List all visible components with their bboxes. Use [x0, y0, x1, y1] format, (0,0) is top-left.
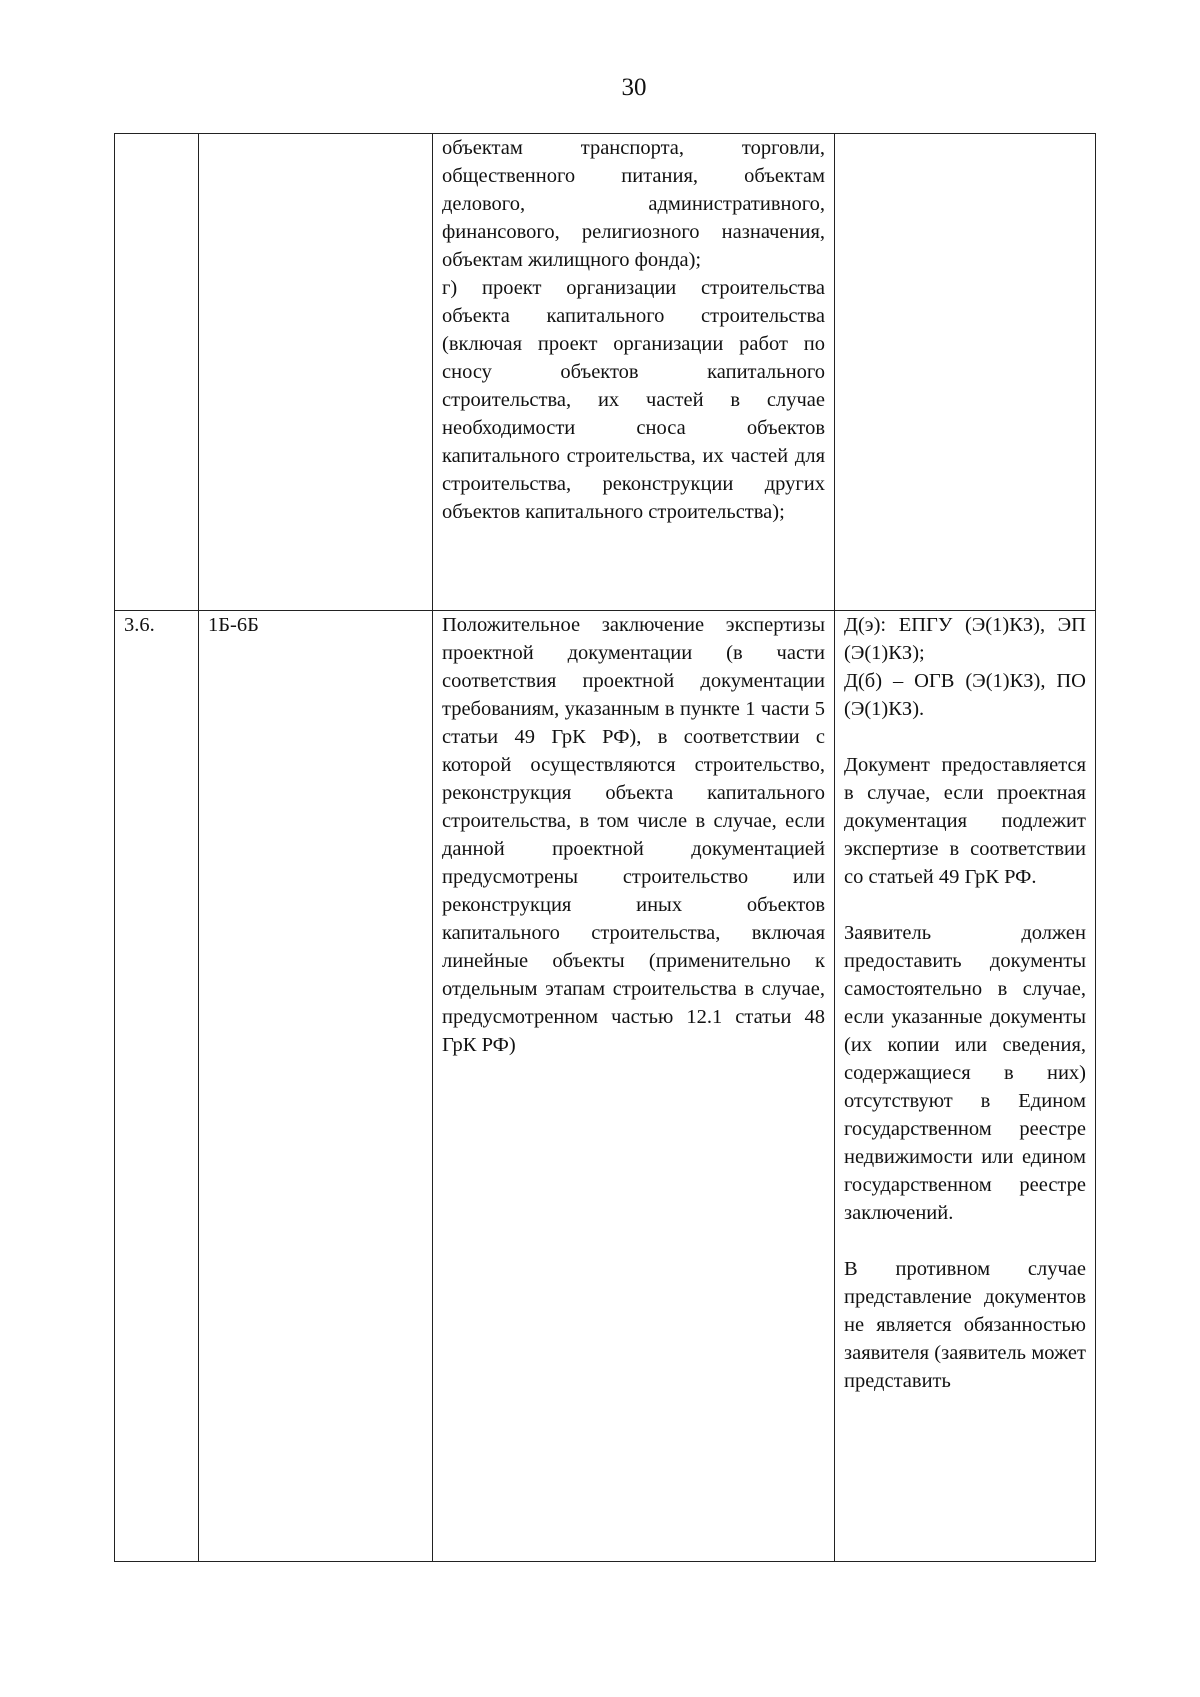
submission-method-electronic: Д(э): ЕПГУ (Э(1)КЗ), ЭП (Э(1)КЗ);	[844, 614, 1086, 664]
table-row	[115, 134, 1096, 611]
document-table	[114, 133, 1096, 1562]
otherwise-note: В противном случае представление документов не является обязанностью заявителя (заявитель может представить	[844, 1258, 1086, 1392]
table-row	[115, 611, 1096, 1562]
notes-cell	[835, 611, 1096, 1562]
description-cell	[433, 611, 835, 1562]
description-paragraph: объектам транспорта, торговли, общественного питания, объектам делового, административного, финансового, религиозного назначения, объектам жилищного фонда);	[442, 137, 825, 271]
row-code-cell: 1Б-6Б	[199, 611, 433, 1562]
row-number-cell	[115, 134, 199, 611]
applicant-note: Заявитель должен предоставить документы самостоятельно в случае, если указанные документы (их копии или сведения, содержащиеся в них) отсутствуют в Едином государственном реестре недвижимости или едином государственном реестре заключений.	[844, 922, 1086, 1224]
row-number-cell: 3.6.	[115, 611, 199, 1562]
submission-method-paper: Д(б) – ОГВ (Э(1)КЗ), ПО (Э(1)КЗ).	[844, 670, 1086, 720]
description-cell	[433, 134, 835, 611]
description-paragraph: Положительное заключение экспертизы проектной документации (в части соответствия проектной документации требованиям, указанным в пункте 1 части 5 статьи 49 ГрК РФ), в соответствии с которой осуществляются строительство, реконструкция объекта капитального строительства, в том числе в случае, если данной проектной документацией предусмотрены строительство или реконструкция иных объектов капитального строительства, включая линейные объекты (применительно к отдельным этапам строительства в случае, предусмотренном частью 12.1 статьи 48 ГрК РФ)	[442, 614, 825, 1056]
condition-note: Документ предоставляется в случае, если проектная документация подлежит экспертизе в соответствии со статьей 49 ГрК РФ.	[844, 754, 1086, 888]
row-code-cell	[199, 134, 433, 611]
notes-cell	[835, 134, 1096, 611]
page-number: 30	[621, 74, 647, 101]
description-paragraph: г) проект организации строительства объекта капитального строительства (включая проект организации работ по сносу объектов капитального строительства, их частей в случае необходимости сноса объектов капитального строительства, их частей для строительства, реконструкции других объектов капитального строительства);	[442, 277, 825, 523]
